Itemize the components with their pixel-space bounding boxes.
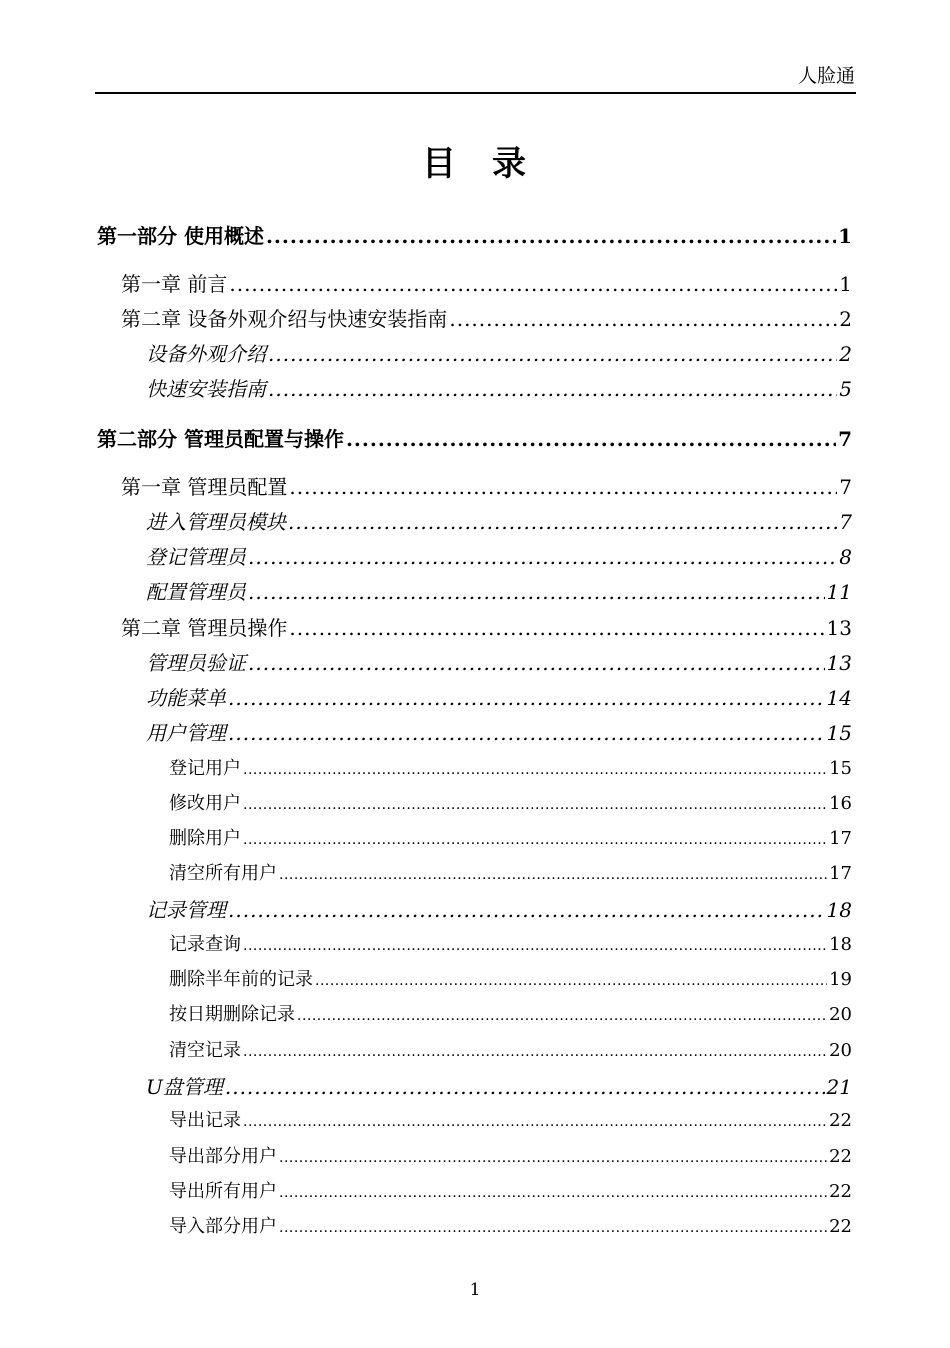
toc-entry-label: 快速安装指南: [146, 377, 266, 401]
toc-entry-label: 导出部分用户: [169, 1146, 277, 1167]
toc-entry-page: 2: [839, 307, 852, 331]
dot-leader: [248, 651, 825, 675]
dot-leader: [228, 898, 825, 922]
toc-section-entry[interactable]: [146, 373, 852, 401]
dot-leader: [243, 938, 827, 954]
toc-entry-label: 导出所有用户: [169, 1181, 277, 1202]
toc-subsection-entry[interactable]: [169, 1142, 852, 1168]
toc-entry-page: 21: [826, 1075, 852, 1099]
toc-entry-label: 第二章 设备外观介绍与快速安装指南: [121, 307, 448, 331]
toc-entry-page: 20: [829, 1004, 852, 1025]
toc-entry-label: 进入管理员模块: [146, 510, 286, 534]
dot-leader: [346, 427, 836, 451]
dot-leader: [268, 342, 837, 366]
toc-entry-page: 7: [838, 427, 852, 451]
toc-entry-page: 11: [826, 580, 852, 604]
toc-section-entry[interactable]: [146, 717, 852, 745]
toc-entry-page: 14: [826, 686, 852, 710]
toc-entry-page: 13: [826, 616, 852, 640]
toc-entry-label: 登记管理员: [146, 545, 246, 569]
toc-chapter-entry[interactable]: [121, 612, 852, 640]
toc-entry-page: 15: [826, 721, 852, 745]
toc-entry-label: 修改用户: [169, 793, 241, 814]
toc-entry-page: 22: [829, 1216, 852, 1237]
toc-entry-label: 登记用户: [169, 758, 241, 779]
toc-entry-label: 删除用户: [169, 828, 241, 849]
toc-entry-label: 第一章 前言: [121, 272, 228, 296]
toc-entry-label: 第一章 管理员配置: [121, 475, 288, 499]
toc-section-entry[interactable]: [146, 338, 852, 366]
dot-leader: [225, 1075, 825, 1099]
toc-entry-page: 1: [839, 272, 852, 296]
toc-entry-page: 5: [839, 377, 852, 401]
page-number: 1: [469, 1280, 481, 1300]
toc-subsection-entry[interactable]: [169, 859, 852, 885]
toc-subsection-entry[interactable]: [169, 965, 852, 991]
dot-leader: [228, 721, 825, 745]
toc-entry-label: 清空记录: [169, 1040, 241, 1061]
toc-subsection-entry[interactable]: [169, 754, 852, 780]
toc-entry-label: 管理员验证: [146, 651, 246, 675]
dot-leader: [229, 272, 837, 296]
toc-section-entry[interactable]: [146, 506, 852, 534]
toc-entry-page: 18: [826, 898, 852, 922]
header-title: 人脸通: [797, 65, 855, 87]
toc-entry-label: 配置管理员: [146, 580, 246, 604]
toc-subsection-entry[interactable]: [169, 1177, 852, 1203]
toc-entry-page: 15: [829, 758, 852, 779]
toc-section-entry[interactable]: [146, 682, 852, 710]
dot-leader: [243, 762, 827, 778]
dot-leader: [289, 475, 837, 499]
toc-entry-page: 7: [839, 510, 852, 534]
dot-leader: [449, 307, 837, 331]
toc-section-entry[interactable]: [146, 647, 852, 675]
toc-entry-page: 18: [829, 934, 852, 955]
toc-entry-label: 第二部分 管理员配置与操作: [97, 427, 344, 451]
dot-leader: [248, 545, 837, 569]
toc-entry-label: 记录管理: [146, 898, 226, 922]
toc-title-char-1: 目: [422, 144, 458, 184]
toc-part-entry[interactable]: [97, 220, 852, 248]
toc-entry-page: 17: [829, 863, 852, 884]
toc-entry-label: 导入部分用户: [169, 1216, 277, 1237]
toc-entry-page: 16: [829, 793, 852, 814]
toc-entry-page: 22: [829, 1181, 852, 1202]
toc-entry-page: 20: [829, 1040, 852, 1061]
dot-leader: [266, 224, 836, 248]
dot-leader: [248, 580, 825, 604]
toc-entry-page: 8: [839, 545, 852, 569]
toc-entry-label: 第一部分 使用概述: [97, 224, 264, 248]
toc-section-entry[interactable]: [146, 541, 852, 569]
dot-leader: [243, 1114, 827, 1130]
dot-leader: [279, 867, 827, 883]
dot-leader: [243, 797, 827, 813]
toc-entry-page: 2: [839, 342, 852, 366]
toc-subsection-entry[interactable]: [169, 1036, 852, 1062]
toc-subsection-entry[interactable]: [169, 824, 852, 850]
toc-entry-page: 22: [829, 1146, 852, 1167]
dot-leader: [243, 832, 827, 848]
dot-leader: [268, 377, 837, 401]
toc-subsection-entry[interactable]: [169, 1000, 852, 1026]
toc-subsection-entry[interactable]: [169, 1212, 852, 1238]
toc-entry-page: 19: [829, 969, 852, 990]
dot-leader: [288, 510, 837, 534]
toc-entry-label: 删除半年前的记录: [169, 969, 313, 990]
dot-leader: [315, 973, 827, 989]
toc-chapter-entry[interactable]: [121, 303, 852, 331]
dot-leader: [297, 1008, 827, 1024]
toc-entry-page: 1: [838, 224, 852, 248]
toc-entry-label: 功能菜单: [146, 686, 226, 710]
dot-leader: [289, 616, 824, 640]
toc-entry-label: U盘管理: [146, 1075, 223, 1099]
dot-leader: [279, 1185, 827, 1201]
toc-entry-label: 设备外观介绍: [146, 342, 266, 366]
toc-part-entry[interactable]: [97, 423, 852, 451]
toc-entry-label: 清空所有用户: [169, 863, 277, 884]
toc-subsection-entry[interactable]: [169, 1106, 852, 1132]
toc-entry-label: 记录查询: [169, 934, 241, 955]
toc-section-entry[interactable]: [146, 576, 852, 604]
toc-subsection-entry[interactable]: [169, 930, 852, 956]
toc-entry-page: 17: [829, 828, 852, 849]
dot-leader: [279, 1150, 827, 1166]
toc-subsection-entry[interactable]: [169, 789, 852, 815]
toc-entry-page: 7: [839, 475, 852, 499]
toc-entry-label: 按日期删除记录: [169, 1004, 295, 1025]
toc-chapter-entry[interactable]: [121, 268, 852, 296]
dot-leader: [243, 1044, 827, 1060]
toc-section-entry[interactable]: [146, 1071, 852, 1099]
toc-title-char-2: 录: [492, 144, 528, 184]
toc-section-entry[interactable]: [146, 894, 852, 922]
toc-chapter-entry[interactable]: [121, 471, 852, 499]
toc-entry-page: 13: [826, 651, 852, 675]
toc-entry-label: 第二章 管理员操作: [121, 616, 288, 640]
toc-entry-label: 导出记录: [169, 1110, 241, 1131]
dot-leader: [228, 686, 825, 710]
dot-leader: [279, 1220, 827, 1236]
toc-entry-page: 22: [829, 1110, 852, 1131]
toc-entry-label: 用户管理: [146, 721, 226, 745]
